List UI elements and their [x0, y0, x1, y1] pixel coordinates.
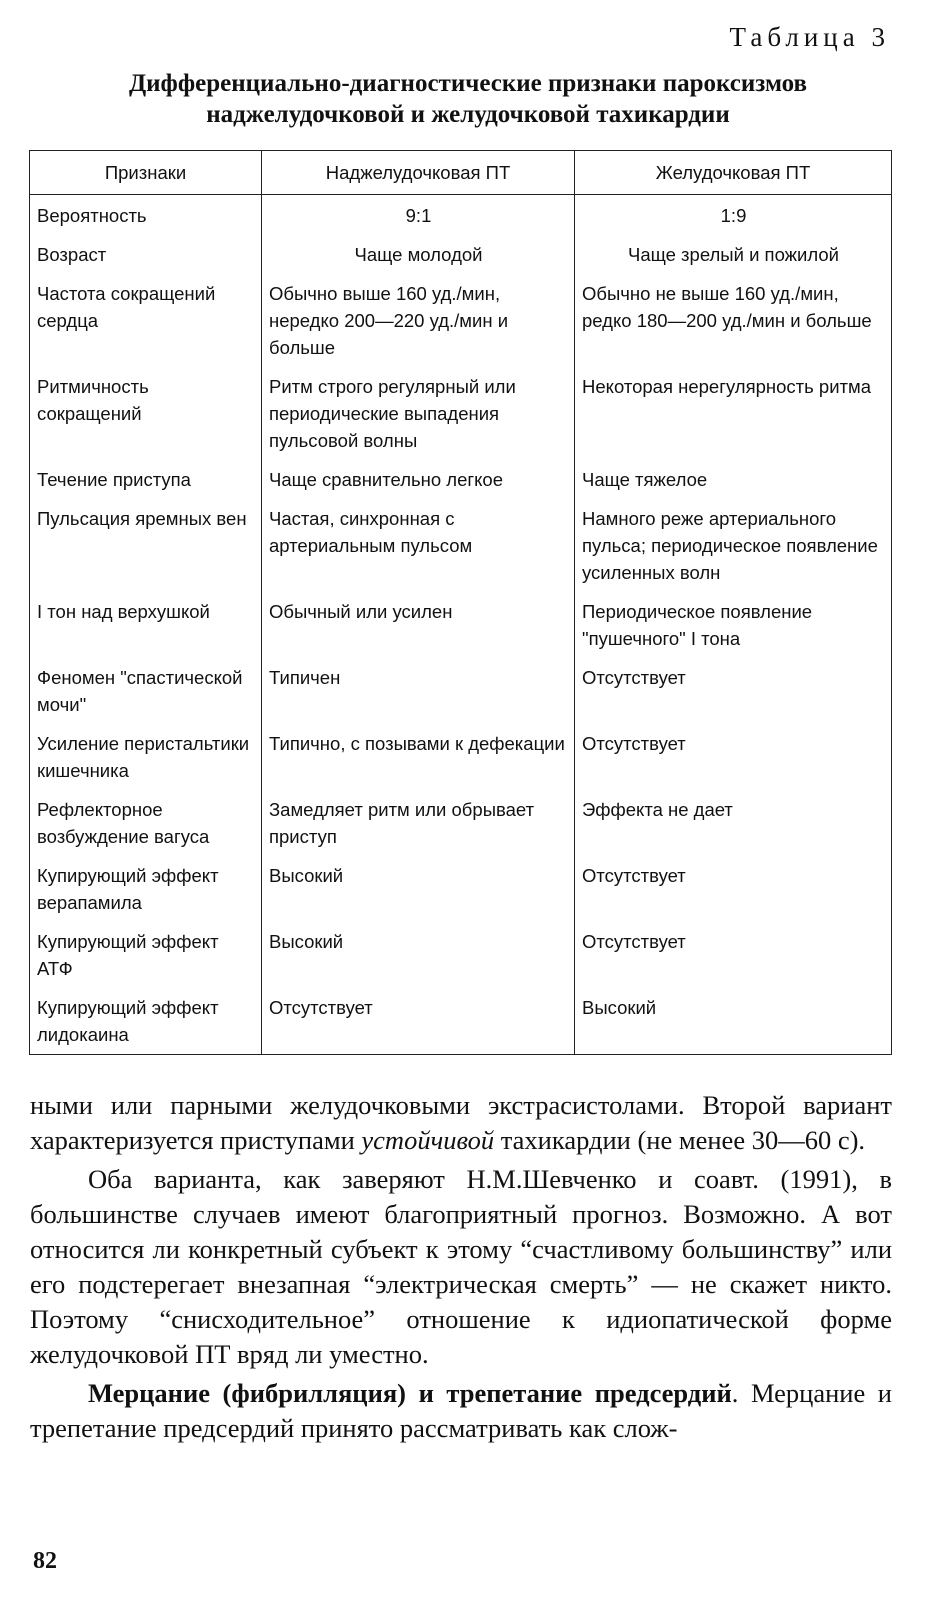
body-text — [30, 1088, 892, 1446]
table-cell-supraventricular: Типичен — [262, 664, 575, 730]
table-row — [30, 862, 892, 928]
table-cell-supraventricular: Чаще сравнительно легкое — [262, 466, 575, 505]
table-cell-supraventricular: Частая, синхронная с артериальным пульсом — [262, 505, 575, 598]
table-cell-sign: Феномен "спастической мочи" — [30, 664, 262, 730]
table-cell-ventricular: Отсутствует — [575, 928, 892, 994]
table-row — [30, 994, 892, 1055]
table-cell-sign: Возраст — [30, 241, 262, 280]
table-cell-ventricular: Чаще тяжелое — [575, 466, 892, 505]
table-row — [30, 373, 892, 466]
table-label: Таблица 3 — [729, 22, 890, 52]
table-cell-supraventricular: Чаще молодой — [262, 241, 575, 280]
table-cell-supraventricular: Высокий — [262, 928, 575, 994]
table-cell-sign: Купирующий эффект лидокаина — [30, 994, 262, 1055]
table-title — [30, 68, 906, 130]
paragraph-2: Оба варианта, как заверяют Н.М.Шевченко и соавт. (1991), в большинстве случаев имеют благоприятный прогноз. Возможно. А вот относится ли конкретный субъект к этому “счастливому большинству” или его подстерегает внезапная “электрическая смерть” — не скажет никто. Поэтому “снисходительное” отношение к идиопатической форме желудочковой ПТ вряд ли уместно. — [30, 1164, 892, 1369]
table-title-line-2: наджелудочковой и желудочковой тахикардии — [206, 101, 730, 128]
column-header-ventricular: Желудочковая ПТ — [575, 151, 892, 195]
table-cell-supraventricular: Замедляет ритм или обрывает приступ — [262, 796, 575, 862]
table-cell-sign: Ритмичность сокращений — [30, 373, 262, 466]
table-cell-supraventricular: Обычный или усилен — [262, 598, 575, 664]
table-row — [30, 241, 892, 280]
differential-diagnosis-table — [29, 150, 892, 1055]
paragraph-1-end: тахикардии (не менее 30—60 с). — [494, 1125, 866, 1155]
column-header-supraventricular: Наджелудочковая ПТ — [262, 151, 575, 195]
paragraph-1-start: ными или парными желудочковыми экстрасистолами. Второй вариант характеризуется приступами — [30, 1090, 892, 1155]
table-cell-ventricular: Отсутствует — [575, 730, 892, 796]
paragraph-3 — [30, 1376, 892, 1446]
table-row — [30, 664, 892, 730]
table-row — [30, 796, 892, 862]
table-cell-sign: Течение приступа — [30, 466, 262, 505]
table-header-row — [30, 151, 892, 195]
paragraph-1 — [30, 1088, 892, 1158]
table-cell-sign: Вероятность — [30, 195, 262, 242]
table-cell-ventricular: Обычно не выше 160 уд./мин, редко 180—200 уд./мин и больше — [575, 280, 892, 373]
table-cell-sign: Купирующий эффект АТФ — [30, 928, 262, 994]
table-cell-ventricular: Чаще зрелый и пожилой — [575, 241, 892, 280]
table-cell-supraventricular: Высокий — [262, 862, 575, 928]
table-cell-ventricular: Некоторая нерегулярность ритма — [575, 373, 892, 466]
page-number: 82 — [33, 1548, 57, 1574]
table-row — [30, 280, 892, 373]
table-cell-sign: Частота сокращений сердца — [30, 280, 262, 373]
table-cell-ventricular: 1:9 — [575, 195, 892, 242]
table-row — [30, 598, 892, 664]
paragraph-3-text: . Мерцание и трепетание предсердий принято рассматривать как слож- — [30, 1378, 892, 1443]
table-cell-sign: Купирующий эффект верапамила — [30, 862, 262, 928]
section-heading-inline: Мерцание (фибрилляция) и трепетание предсердий — [88, 1378, 732, 1408]
table-row — [30, 466, 892, 505]
table-row — [30, 730, 892, 796]
table-cell-ventricular: Намного реже артериального пульса; периодическое появление усиленных волн — [575, 505, 892, 598]
table-cell-ventricular: Отсутствует — [575, 862, 892, 928]
table-cell-sign: Рефлекторное возбуждение вагуса — [30, 796, 262, 862]
table-cell-supraventricular: Ритм строго регулярный или периодические выпадения пульсовой волны — [262, 373, 575, 466]
table-row — [30, 195, 892, 242]
table-cell-sign: Пульсация яремных вен — [30, 505, 262, 598]
table-title-line-1: Дифференциально-диагностические признаки пароксизмов — [128, 70, 808, 97]
table-cell-ventricular: Эффекта не дает — [575, 796, 892, 862]
table-row — [30, 505, 892, 598]
column-header-signs: Признаки — [30, 151, 262, 195]
table-cell-ventricular: Отсутствует — [575, 664, 892, 730]
table-cell-supraventricular: Отсутствует — [262, 994, 575, 1055]
table-cell-sign: I тон над верхушкой — [30, 598, 262, 664]
table-row — [30, 928, 892, 994]
table-cell-supraventricular: 9:1 — [262, 195, 575, 242]
table-cell-ventricular: Высокий — [575, 994, 892, 1055]
paragraph-1-emphasis: устойчивой — [361, 1125, 495, 1155]
table-cell-supraventricular: Обычно выше 160 уд./мин, нередко 200—220 уд./мин и больше — [262, 280, 575, 373]
table-cell-sign: Усиление перистальтики кишечника — [30, 730, 262, 796]
table-cell-ventricular: Периодическое появление "пушечного" I тона — [575, 598, 892, 664]
table-cell-supraventricular: Типично, с позывами к дефекации — [262, 730, 575, 796]
